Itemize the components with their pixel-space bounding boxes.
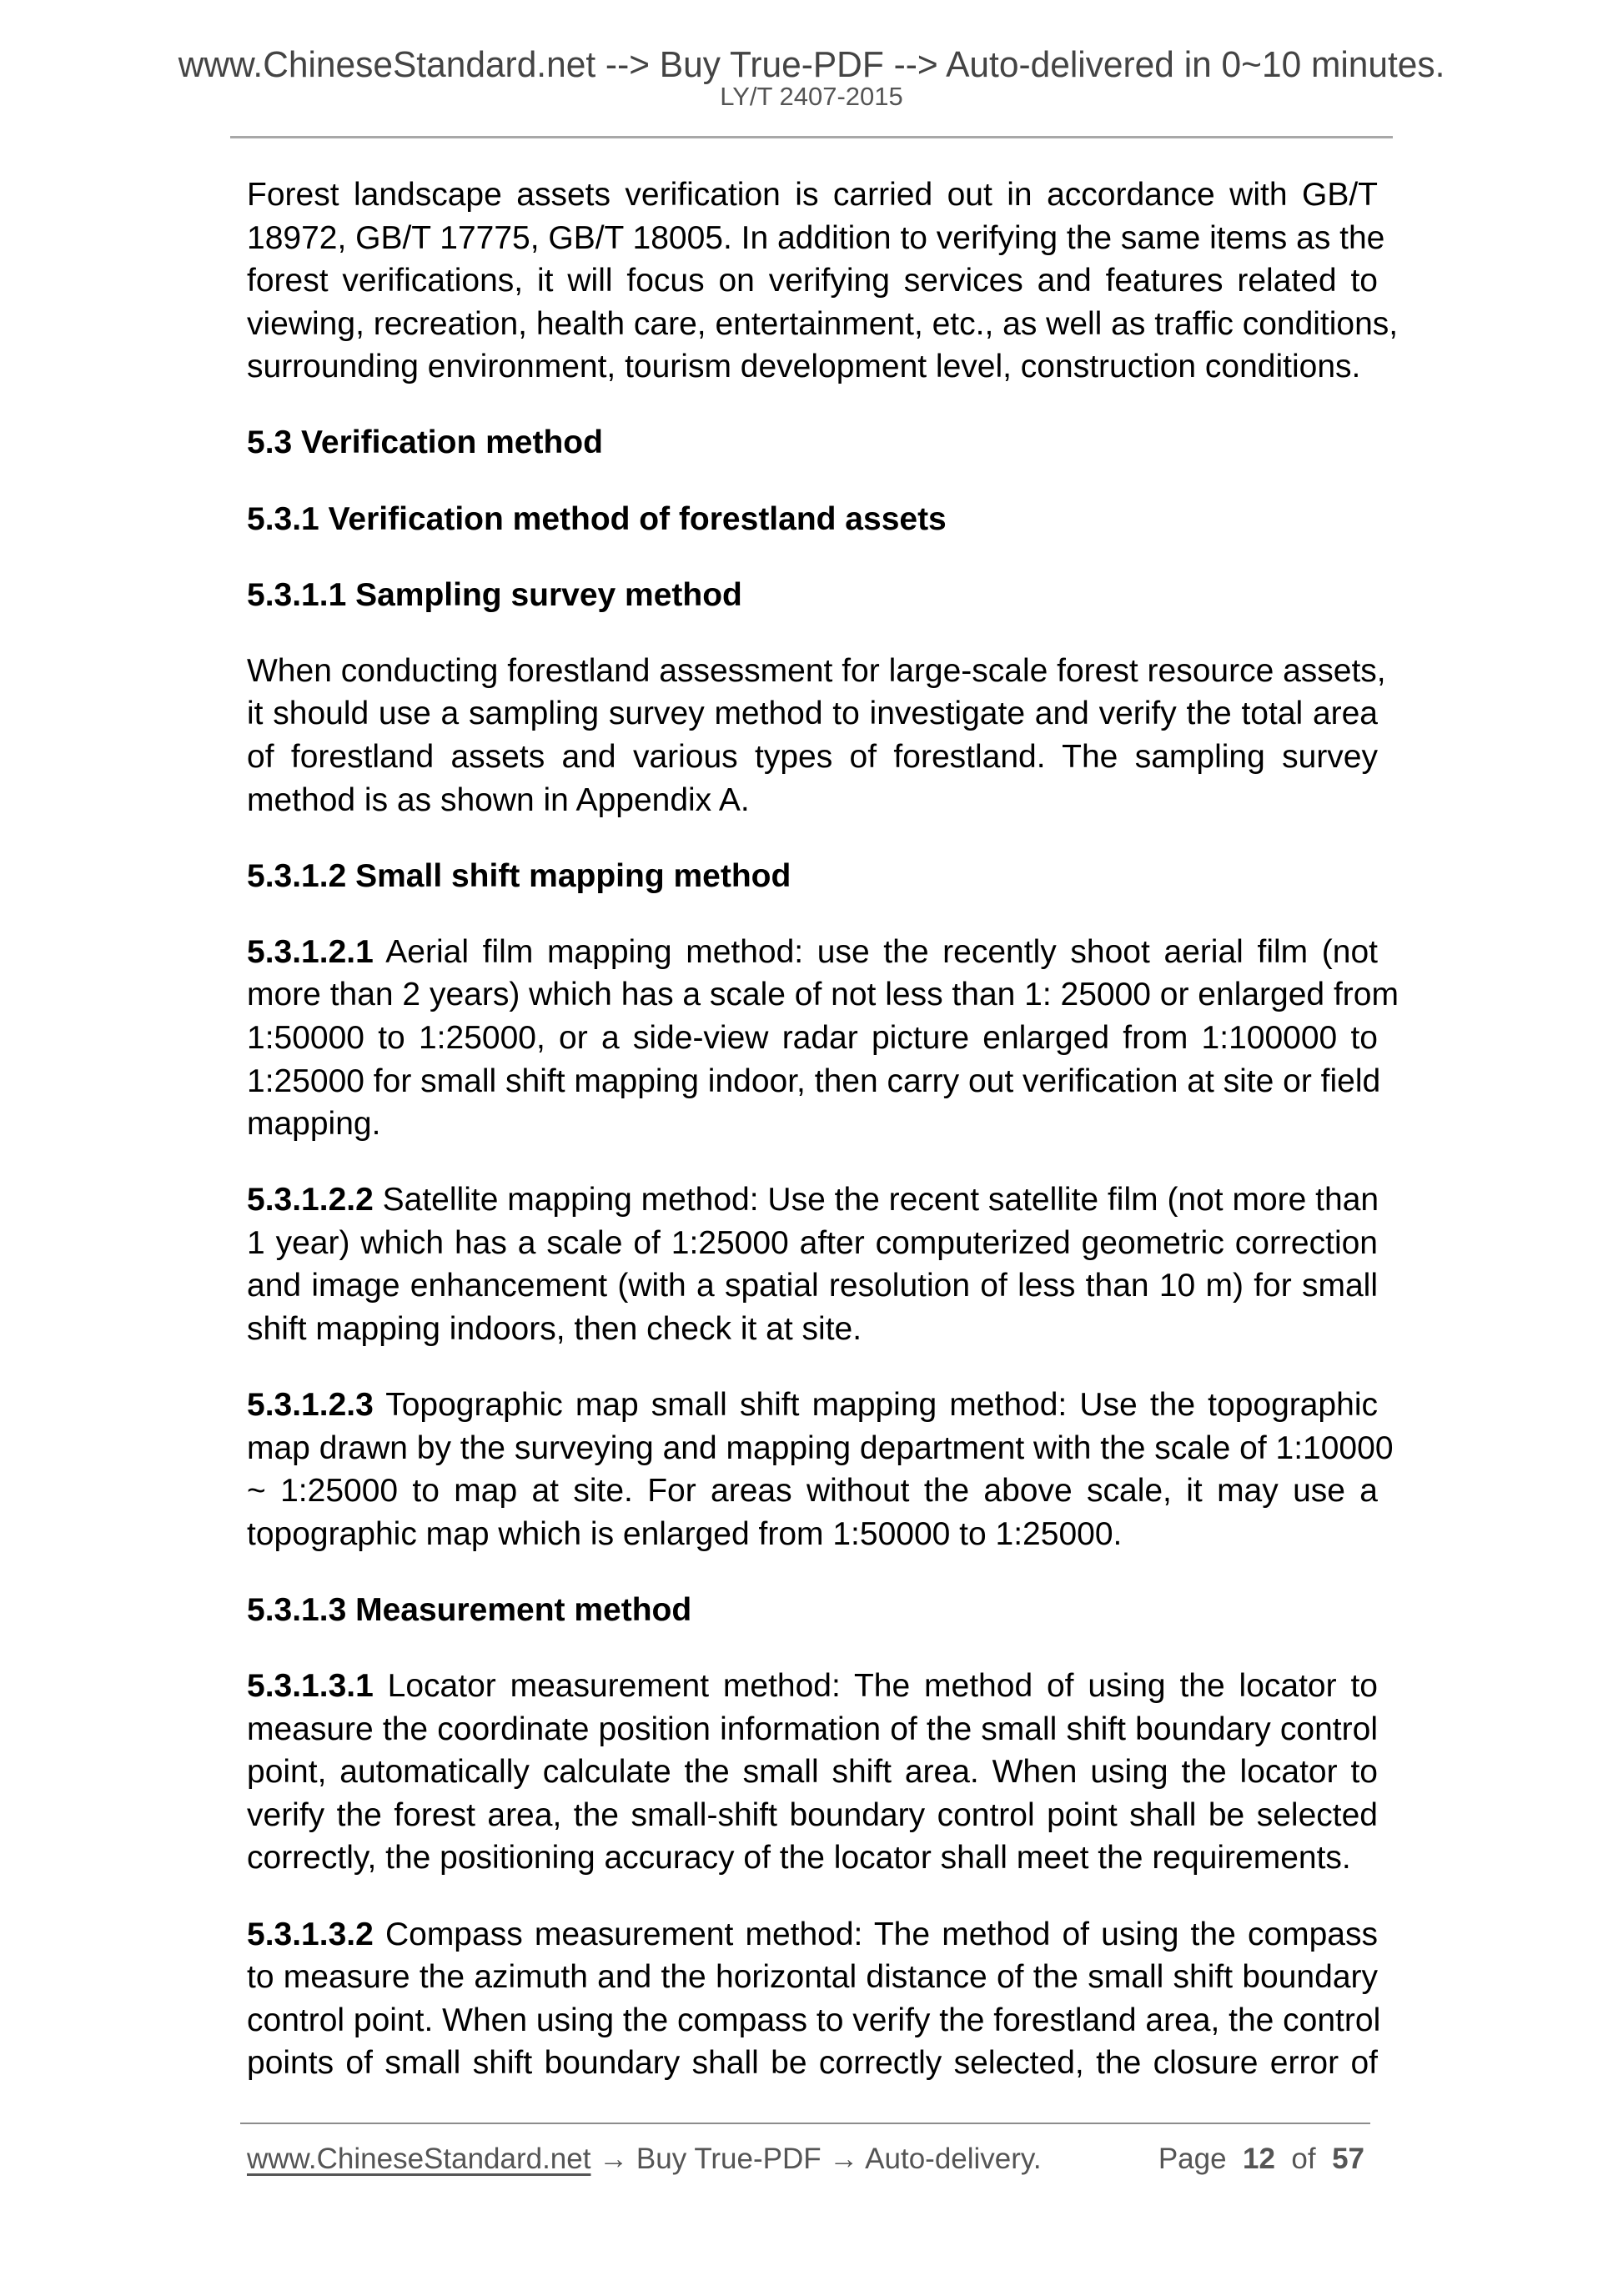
heading-5-3-1-1 xyxy=(247,574,1378,617)
standard-id: LY/T 2407-2015 xyxy=(720,82,903,111)
clause-5-3-1-2-2 xyxy=(247,1178,1378,1350)
heading-text: 5.3.1 Verification method of forestland assets xyxy=(247,500,947,537)
text-line: Aerial film mapping method: use the recently shoot aerial film (not xyxy=(385,933,1378,970)
heading-text: 5.3 Verification method xyxy=(247,425,603,461)
text-line: 1:50000 to 1:25000, or a side-view radar picture enlarged from 1:100000 to xyxy=(247,1019,1378,1056)
text-line: Topographic map small shift mapping method: Use the topographic xyxy=(385,1387,1378,1424)
text-line: forest verifications, it will focus on verifying services and features related to xyxy=(247,263,1378,299)
clause-number: 5.3.1.2.2 xyxy=(247,1182,374,1218)
footer-tagline: → Buy True-PDF → Auto-delivery. xyxy=(590,2143,1042,2175)
clause-number: 5.3.1.2.1 xyxy=(247,933,374,970)
text-line: mapping. xyxy=(247,1106,381,1143)
clause-number: 5.3.1.3.2 xyxy=(247,1916,374,1952)
text-line: surrounding environment, tourism development level, construction conditions. xyxy=(247,349,1361,385)
clause-5-3-1-3-2 xyxy=(247,1913,1381,2085)
text-line: correctly, the positioning accuracy of the locator shall meet the requirements. xyxy=(247,1840,1351,1876)
paragraph-sampling-survey xyxy=(247,650,1386,821)
heading-5-3 xyxy=(247,421,1378,465)
heading-text: 5.3.1.3 Measurement method xyxy=(247,1591,692,1628)
text-line: points of small shift boundary shall be correctly selected, the closure error of xyxy=(247,2045,1378,2082)
text-line: 1 year) which has a scale of 1:25000 after computerized geometric correction xyxy=(247,1224,1378,1261)
chinesestandard-link[interactable]: www.ChineseStandard.net xyxy=(247,2143,591,2175)
text-line: map drawn by the surveying and mapping department with the scale of 1:10000 xyxy=(247,1429,1394,1466)
clause-5-3-1-2-1 xyxy=(247,931,1399,1146)
text-line: it should use a sampling survey method to investigate and verify the total area xyxy=(247,696,1378,732)
text-line: Compass measurement method: The method of using the compass xyxy=(384,1916,1378,1952)
text-line: 18972, GB/T 17775, GB/T 18005. In addition to verifying the same items as the xyxy=(247,219,1385,256)
text-line: When conducting forestland assessment for large-scale forest resource assets, xyxy=(247,652,1386,689)
clause-number: 5.3.1.3.1 xyxy=(247,1668,374,1705)
heading-5-3-1-2 xyxy=(247,855,1378,898)
text-line: more than 2 years) which has a scale of not less than 1: 25000 or enlarged from xyxy=(247,977,1399,1013)
text-line: and image enhancement (with a spatial resolution of less than 10 m) for small xyxy=(247,1268,1378,1304)
text-line: 1:25000 for small shift mapping indoor, then carry out verification at site or field xyxy=(247,1063,1381,1099)
text-line: Locator measurement method: The method of using the locator to xyxy=(387,1668,1378,1705)
text-line: of forestland assets and various types of forestland. The sampling survey xyxy=(247,738,1378,775)
page-current: 12 xyxy=(1243,2143,1275,2175)
document-body xyxy=(247,173,1399,2118)
footer-divider xyxy=(240,2123,1370,2124)
text-line: control point. When using the compass to verify the forestland area, the control xyxy=(247,2002,1381,2038)
clause-number: 5.3.1.2.3 xyxy=(247,1387,374,1424)
header-banner: www.ChineseStandard.net --> Buy True-PDF --> Auto-delivered in 0~10 minutes. xyxy=(178,44,1445,85)
text-line: to measure the azimuth and the horizontal distance of the small shift boundary xyxy=(247,1959,1378,1996)
text-line: Satellite mapping method: Use the recent satellite film (not more than xyxy=(382,1182,1379,1218)
clause-5-3-1-3-1 xyxy=(247,1665,1378,1880)
clause-5-3-1-2-3 xyxy=(247,1384,1394,1555)
text-line: topographic map which is enlarged from 1:50000 to 1:25000. xyxy=(247,1515,1123,1552)
text-line: shift mapping indoors, then check it at site. xyxy=(247,1310,862,1347)
page-total: 57 xyxy=(1332,2143,1364,2175)
text-line: point, automatically calculate the small shift area. When using the locator to xyxy=(247,1754,1378,1791)
heading-text: 5.3.1.1 Sampling survey method xyxy=(247,576,742,613)
heading-5-3-1-3 xyxy=(247,1589,1378,1632)
paragraph-landscape-verification xyxy=(247,173,1399,389)
text-line: viewing, recreation, health care, entertainment, etc., as well as traffic conditions, xyxy=(247,305,1399,342)
text-line: method is as shown in Appendix A. xyxy=(247,781,750,818)
heading-5-3-1 xyxy=(247,498,1378,541)
heading-text: 5.3.1.2 Small shift mapping method xyxy=(247,857,791,894)
text-line: measure the coordinate position information of the small shift boundary control xyxy=(247,1711,1378,1747)
text-line: Forest landscape assets verification is carried out in accordance with GB/T xyxy=(247,177,1378,213)
footer xyxy=(247,2140,1364,2178)
page-indicator: Page 12 of 57 xyxy=(1158,2143,1364,2175)
text-line: verify the forest area, the small-shift boundary control point shall be selected xyxy=(247,1796,1378,1833)
text-line: ~ 1:25000 to map at site. For areas without the above scale, it may use a xyxy=(247,1473,1378,1510)
header-divider xyxy=(230,136,1393,138)
